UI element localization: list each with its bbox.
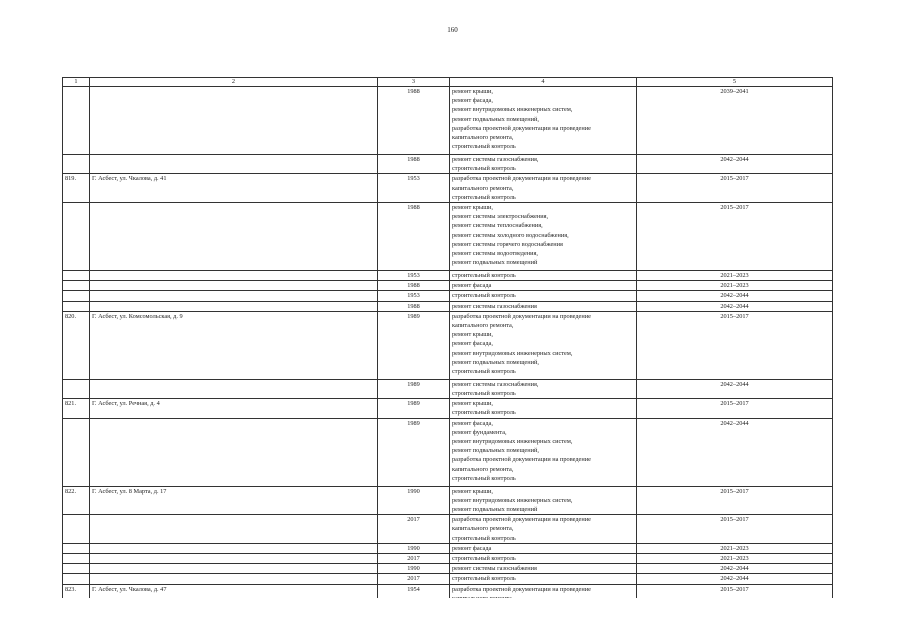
period-cell: 2015–2017 [637,311,833,379]
work-item: строительный контроль [452,575,516,583]
column-number: 4 [450,78,637,87]
address-cell [90,574,378,584]
work-item: разработка проектной документации на проведение [452,124,591,132]
year-cell: 1989 [378,399,450,418]
row-number [63,574,90,584]
table-row [63,379,833,398]
year-cell: 1988 [378,203,450,271]
address-cell [90,515,378,544]
works-cell [450,291,637,301]
work-item: ремонт крыши, [452,487,494,495]
period-cell: 2039–2041 [637,87,833,155]
works-cell [450,379,637,398]
work-item: строительный контроль [452,193,516,201]
work-item: капитального ремонта, [452,184,514,192]
row-number [63,271,90,281]
work-item: строительный контроль [452,390,516,398]
row-number: 823. [63,584,90,613]
work-item: ремонт системы теплоснабжения, [452,222,543,230]
address-cell [90,87,378,155]
period-cell: 2015–2017 [637,174,833,203]
period-cell: 2042–2044 [637,155,833,174]
work-item: ремонт подвальных помещений, [452,115,539,123]
period-cell: 2021–2023 [637,271,833,281]
work-item: разработка проектной документации на проведение [452,312,591,320]
works-cell [450,554,637,564]
work-item: разработка проектной документации на проведение [452,516,591,524]
works-cell [450,486,637,515]
row-number [63,155,90,174]
period-cell: 2021–2023 [637,554,833,564]
work-item: ремонт подвальных помещений [452,506,538,514]
work-item: ремонт крыши, [452,204,494,212]
works-cell [450,301,637,311]
address-cell [90,564,378,574]
works-cell [450,155,637,174]
work-item: ремонт подвальных помещений, [452,447,539,455]
year-cell: 1990 [378,564,450,574]
period-cell: 2015–2017 [637,399,833,418]
work-item: ремонт фасада, [452,97,493,105]
table-row [63,203,833,271]
year-cell: 2017 [378,515,450,544]
row-number [63,203,90,271]
year-cell: 1953 [378,174,450,203]
work-item: ремонт внутридомовых инженерных систем, [452,106,573,114]
table-row [63,554,833,564]
work-item: ремонт внутридомовых инженерных систем, [452,496,573,504]
work-item: ремонт фасада, [452,419,493,427]
works-cell [450,311,637,379]
table-row [63,87,833,155]
address-cell [90,554,378,564]
period-cell: 2042–2044 [637,291,833,301]
period-cell: 2021–2023 [637,543,833,553]
address-cell [90,203,378,271]
work-item: строительный контроль [452,143,516,151]
row-number [63,379,90,398]
works-cell [450,574,637,584]
year-cell: 1990 [378,486,450,515]
address-cell: Г. Асбест, ул. Речная, д. 4 [90,399,378,418]
period-cell: 2015–2017 [637,584,833,613]
table-row [63,174,833,203]
period-cell: 2015–2017 [637,515,833,544]
table-row [63,574,833,584]
address-cell [90,301,378,311]
row-number [63,543,90,553]
work-item: строительный контроль [452,555,516,563]
work-item: разработка проектной документации на проведение [452,585,591,593]
column-number-row [63,78,833,87]
works-cell [450,399,637,418]
works-cell [450,271,637,281]
address-cell [90,155,378,174]
year-cell: 1989 [378,379,450,398]
table-row [63,281,833,291]
table-row [63,291,833,301]
work-item: ремонт фасада, [452,340,493,348]
work-item: ремонт фасада [452,282,492,290]
row-number: 820. [63,311,90,379]
works-cell [450,203,637,271]
work-item: строительный контроль [452,165,516,173]
row-number [63,281,90,291]
works-cell [450,515,637,544]
period-cell: 2015–2017 [637,203,833,271]
works-cell [450,174,637,203]
table-row [63,418,833,486]
work-item: ремонт внутридомовых инженерных систем, [452,438,573,446]
period-cell: 2042–2044 [637,418,833,486]
works-cell [450,543,637,553]
row-number [63,515,90,544]
address-cell [90,291,378,301]
work-item: строительный контроль [452,292,516,300]
work-item: ремонт подвальных помещений, [452,358,539,366]
year-cell: 2017 [378,554,450,564]
row-number [63,564,90,574]
period-cell: 2015–2017 [637,486,833,515]
work-item: ремонт фундамента, [452,428,507,436]
column-number: 2 [90,78,378,87]
year-cell: 1988 [378,87,450,155]
work-item: разработка проектной документации на проведение [452,456,591,464]
work-item: ремонт подвальных помещений [452,259,538,267]
work-item: ремонт системы холодного водоснабжения, [452,231,569,239]
table-row [63,515,833,544]
works-cell [450,418,637,486]
row-number: 819. [63,174,90,203]
year-cell: 2017 [378,574,450,584]
work-item: строительный контроль [452,474,516,482]
work-item: ремонт внутридомовых инженерных систем, [452,349,573,357]
work-item: ремонт фасада [452,544,492,552]
year-cell: 1989 [378,418,450,486]
row-number [63,554,90,564]
table-body [63,87,833,613]
address-cell: Г. Асбест, ул. 8 Марта, д. 17 [90,486,378,515]
work-item: ремонт системы электроснабжения, [452,213,549,221]
table-row [63,486,833,515]
work-item: разработка проектной документации на проведение [452,175,591,183]
table-row [63,271,833,281]
work-item: ремонт системы горячего водоснабжения [452,240,563,248]
year-cell: 1953 [378,291,450,301]
work-item: строительный контроль [452,409,516,417]
work-item: строительный контроль [452,272,516,280]
works-cell [450,564,637,574]
row-number [63,418,90,486]
period-cell: 2021–2023 [637,281,833,291]
work-item: ремонт системы газоснабжения [452,565,537,573]
work-item: капитального ремонта, [452,134,514,142]
table-row [63,311,833,379]
address-cell [90,281,378,291]
year-cell: 1988 [378,281,450,291]
column-number: 5 [637,78,833,87]
address-cell: Г. Асбест, ул. Чкалова, д. 47 [90,584,378,613]
works-cell [450,281,637,291]
repair-schedule-table [62,77,833,613]
period-cell: 2042–2044 [637,574,833,584]
row-number [63,301,90,311]
work-item: капитального ремонта, [452,322,514,330]
work-item: строительный контроль [452,534,516,542]
page-bottom-margin [0,598,905,640]
year-cell: 1953 [378,271,450,281]
table-row [63,301,833,311]
column-number: 3 [378,78,450,87]
table-row [63,543,833,553]
period-cell: 2042–2044 [637,379,833,398]
row-number [63,291,90,301]
works-cell [450,87,637,155]
page-number: 160 [447,26,458,34]
address-cell [90,271,378,281]
address-cell: Г. Асбест, ул. Чкалова, д. 41 [90,174,378,203]
year-cell: 1988 [378,155,450,174]
row-number: 822. [63,486,90,515]
address-cell [90,543,378,553]
column-number: 1 [63,78,90,87]
table-row [63,399,833,418]
table-row [63,564,833,574]
year-cell: 1990 [378,543,450,553]
address-cell [90,379,378,398]
address-cell: Г. Асбест, ул. Комсомольская, д. 9 [90,311,378,379]
work-item: капитального ремонта, [452,525,514,533]
work-item: ремонт системы газоснабжения, [452,156,539,163]
work-item: ремонт системы газоснабжения, [452,380,539,388]
row-number: 821. [63,399,90,418]
period-cell: 2042–2044 [637,301,833,311]
work-item: ремонт крыши, [452,88,494,95]
work-item: ремонт системы газоснабжения [452,302,537,310]
year-cell: 1988 [378,301,450,311]
work-item: ремонт системы водоотведения, [452,250,538,258]
work-item: капитального ремонта, [452,465,514,473]
table-row [63,155,833,174]
address-cell [90,418,378,486]
work-item: ремонт крыши, [452,331,494,339]
row-number [63,87,90,155]
year-cell: 1989 [378,311,450,379]
work-item: ремонт крыши, [452,400,494,408]
year-cell: 1954 [378,584,450,613]
period-cell: 2042–2044 [637,564,833,574]
work-item: строительный контроль [452,368,516,376]
